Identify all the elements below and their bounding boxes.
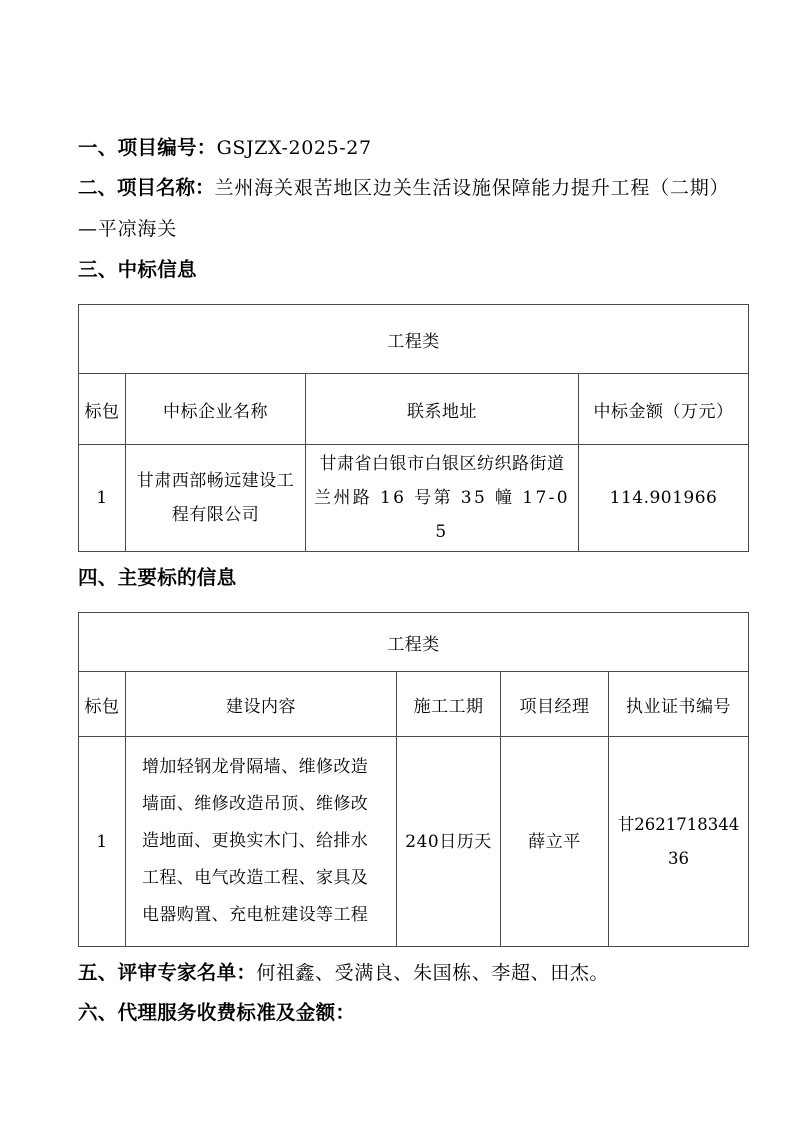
bid-table-header-amount: 中标金额（万元） xyxy=(579,374,749,445)
subject-row-duration: 240日历天 xyxy=(397,737,501,947)
bid-row-lot: 1 xyxy=(79,445,126,552)
section-index-2: 二、 xyxy=(78,177,118,199)
table-row-category xyxy=(79,305,749,374)
section-label-bid-info: 中标信息 xyxy=(117,259,197,281)
section-label-project-number: 项目编号： xyxy=(117,137,217,159)
section-index-1: 一、 xyxy=(78,137,118,159)
section-expert-list xyxy=(78,953,747,993)
table-row-header xyxy=(79,672,749,737)
section-subject-info xyxy=(78,558,747,598)
bid-row-address-line1: 甘肃省白银市白银区纺织路街道 xyxy=(319,454,565,474)
subject-table-header-content: 建设内容 xyxy=(126,672,397,737)
section-bid-info xyxy=(78,250,747,290)
subject-row-content xyxy=(126,737,397,947)
subject-row-content-line5: 电器购置、充电桩建设等工程 xyxy=(142,905,369,925)
bid-table-header-company: 中标企业名称 xyxy=(126,374,306,445)
subject-table-header-certificate: 执业证书编号 xyxy=(609,672,749,737)
table-row-header xyxy=(79,374,749,445)
section-label-agency-fee: 代理服务收费标准及金额： xyxy=(117,1002,356,1024)
project-name-value: 兰州海关艰苦地区边关生活设施保障能力提升工程（二期）—平凉海关 xyxy=(78,177,730,240)
bid-table-category-title: 工程类 xyxy=(79,305,749,374)
section-label-expert-list: 评审专家名单： xyxy=(117,962,257,984)
subject-info-table xyxy=(78,612,749,947)
section-index-3: 三、 xyxy=(78,259,118,281)
section-agency-fee xyxy=(78,993,747,1033)
table-row xyxy=(79,445,749,552)
table-row xyxy=(79,737,749,947)
bid-row-address-line2: 兰州路 16 号第 35 幢 17-05 xyxy=(313,488,571,542)
section-index-6: 六、 xyxy=(78,1002,118,1024)
bid-row-amount: 114.901966 xyxy=(579,445,749,552)
subject-table-header-lot: 标包 xyxy=(79,672,126,737)
bid-row-company-line1: 甘肃西部畅远建设工 xyxy=(136,471,295,491)
table-row-category xyxy=(79,613,749,672)
subject-table-header-duration: 施工工期 xyxy=(397,672,501,737)
bid-info-table xyxy=(78,304,749,552)
subject-row-content-line4: 工程、电气改造工程、家具及 xyxy=(142,868,369,888)
bid-row-company-line2: 程有限公司 xyxy=(171,505,260,525)
subject-row-content-line3: 造地面、更换实木门、给排水 xyxy=(142,831,369,851)
bid-table-header-address: 联系地址 xyxy=(306,374,579,445)
subject-row-content-line2: 墙面、维修改造吊顶、维修改 xyxy=(142,794,369,814)
section-project-name xyxy=(78,168,738,250)
section-project-number xyxy=(78,128,747,168)
bid-row-company xyxy=(126,445,306,552)
subject-row-manager: 薛立平 xyxy=(501,737,609,947)
section-index-5: 五、 xyxy=(78,962,118,984)
subject-row-lot: 1 xyxy=(79,737,126,947)
section-index-4: 四、 xyxy=(78,567,118,589)
expert-names-value: 何祖鑫、受满良、朱国栋、李超、田杰。 xyxy=(256,962,610,984)
bid-row-address xyxy=(306,445,579,552)
section-label-project-name: 项目名称： xyxy=(117,177,215,199)
subject-table-header-manager: 项目经理 xyxy=(501,672,609,737)
section-label-subject-info: 主要标的信息 xyxy=(117,567,237,589)
subject-row-certificate: 甘262171834436 xyxy=(609,737,749,947)
project-number-value: GSJZX-2025-27 xyxy=(216,137,372,159)
subject-table-category-title: 工程类 xyxy=(79,613,749,672)
subject-row-content-line1: 增加轻钢龙骨隔墙、维修改造 xyxy=(142,757,369,777)
bid-table-header-lot: 标包 xyxy=(79,374,126,445)
